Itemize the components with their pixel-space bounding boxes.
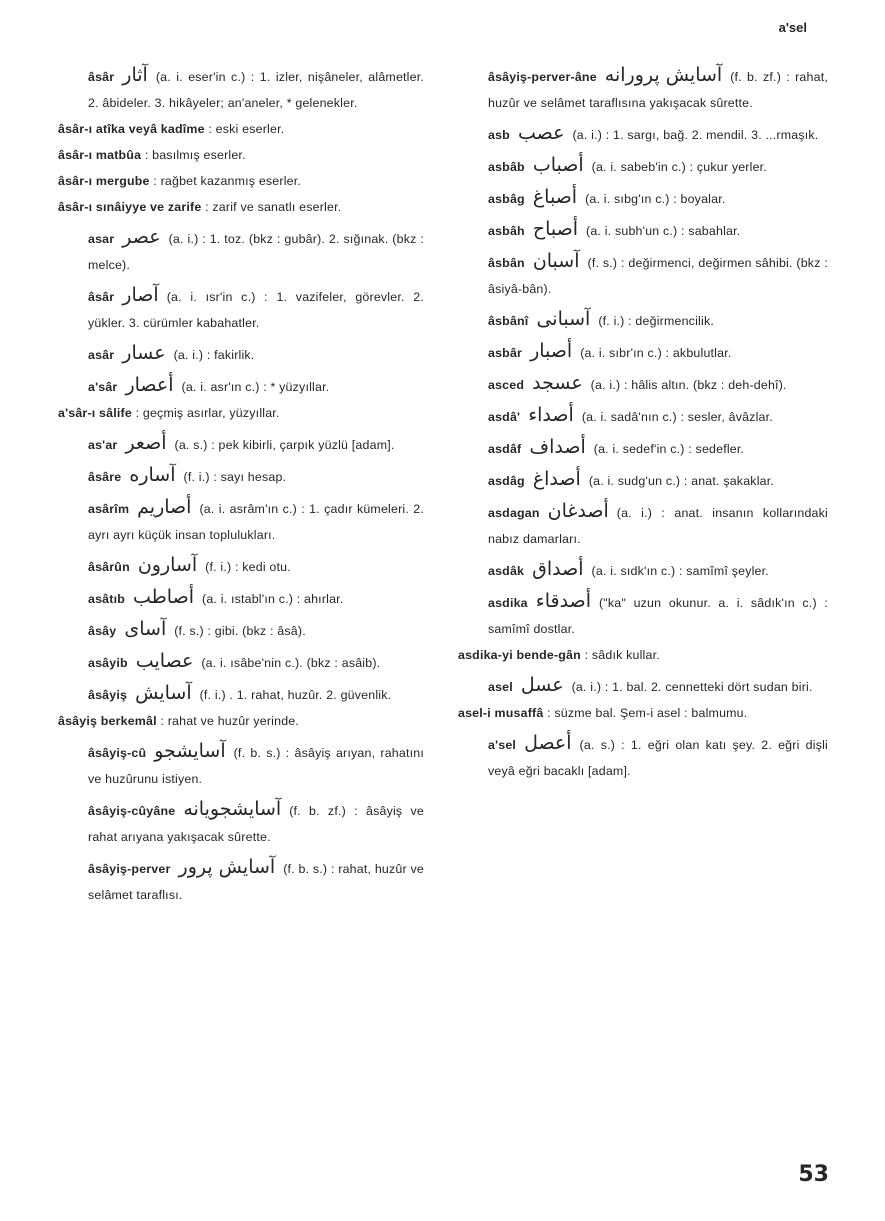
right-column xyxy=(452,64,828,784)
entry-definition: (a. i. ısr'in c.) : 1. vazifeler, görevler. 2. yükler. 3. cürümler kabahatler. xyxy=(88,290,424,330)
dictionary-entry xyxy=(52,116,424,142)
entry-headword: asdagan xyxy=(488,506,540,520)
entry-headword: a'sel xyxy=(488,738,517,752)
entry-arabic-script: أصدقاء xyxy=(535,590,591,612)
dictionary-entry xyxy=(452,372,828,398)
entry-arabic-script: آسايش پرورانه xyxy=(604,64,723,86)
entry-headword: as'ar xyxy=(88,438,118,452)
dictionary-entry xyxy=(452,154,828,180)
entry-headword: âsâyiş berkemâl xyxy=(58,714,157,728)
entry-headword: âsârûn xyxy=(88,560,130,574)
dictionary-entry xyxy=(452,64,828,116)
entry-headword: asdâf xyxy=(488,442,522,456)
dictionary-entry xyxy=(452,186,828,212)
entry-definition: (a. i. sıdk'ın c.) : samîmî şeyler. xyxy=(591,564,769,578)
entry-arabic-script: أصعر xyxy=(125,432,167,454)
entry-headword: âsâyiş-perver-âne xyxy=(488,70,597,84)
dictionary-entry xyxy=(52,194,424,220)
dictionary-entry xyxy=(52,496,424,548)
dictionary-entry xyxy=(52,856,424,908)
entry-arabic-script: آسايشجو xyxy=(154,740,226,762)
dictionary-entry xyxy=(452,674,828,700)
entry-definition: (a. i.) : hâlis altın. (bkz : deh-dehî). xyxy=(590,378,787,392)
entry-arabic-script: آسايش xyxy=(135,682,192,704)
dictionary-entry xyxy=(52,64,424,116)
entry-definition: (a. i.) : 1. toz. (bkz : gubâr). 2. sığınak. (bkz : melce). xyxy=(88,232,424,272)
entry-arabic-script: عصب xyxy=(517,122,565,144)
dictionary-entry xyxy=(452,340,828,366)
entry-arabic-script: عسل xyxy=(520,674,564,696)
dictionary-entry xyxy=(52,342,424,368)
entry-headword: asbâh xyxy=(488,224,525,238)
entry-headword: âsâyiş-perver xyxy=(88,862,171,876)
entry-headword: âsbân xyxy=(488,256,525,270)
entry-definition: : rağbet kazanmış eserler. xyxy=(153,174,302,188)
dictionary-entry xyxy=(52,586,424,612)
entry-headword: asdâ' xyxy=(488,410,521,424)
dictionary-entry xyxy=(452,468,828,494)
entry-definition: (a. i.) : fakirlik. xyxy=(173,348,255,362)
entry-definition: (a. i. sabeb'in c.) : çukur yerler. xyxy=(591,160,767,174)
entry-headword: âsâr-ı mergube xyxy=(58,174,150,188)
entry-headword: asâr xyxy=(88,348,115,362)
entry-headword: âsâyiş-cûyâne xyxy=(88,804,176,818)
dictionary-entry xyxy=(52,400,424,426)
entry-arabic-script: أصباح xyxy=(532,218,579,240)
entry-headword: asdâk xyxy=(488,564,525,578)
entry-definition: (a. i. sıbr'ın c.) : akbulutlar. xyxy=(580,346,732,360)
entry-definition: (a. i. subh'un c.) : sabahlar. xyxy=(586,224,741,238)
entry-arabic-script: آساى xyxy=(124,618,167,640)
entry-headword: asâyib xyxy=(88,656,128,670)
dictionary-entry xyxy=(52,464,424,490)
entry-arabic-script: أصداق xyxy=(532,558,584,580)
dictionary-entry xyxy=(452,558,828,584)
dictionary-entry xyxy=(452,308,828,334)
entry-definition: (a. i. sadâ'nın c.) : sesler, âvâzlar. xyxy=(581,410,773,424)
running-head: a'sel xyxy=(778,20,807,35)
dictionary-entry xyxy=(52,432,424,458)
entry-arabic-script: أصداغ xyxy=(532,468,581,490)
dictionary-entry xyxy=(52,682,424,708)
entry-arabic-script: أصبار xyxy=(530,340,573,362)
dictionary-entry xyxy=(52,740,424,792)
dictionary-entry xyxy=(52,374,424,400)
entry-headword: asbâg xyxy=(488,192,525,206)
dictionary-entry xyxy=(52,618,424,644)
entry-definition: (a. s.) : 1. eğri olan katı şey. 2. eğri dişli veyâ eğri bacaklı [adam]. xyxy=(488,738,828,778)
entry-definition: ("ka" uzun okunur. a. i. sâdık'ın c.) : samîmî dostlar. xyxy=(488,596,828,636)
entry-definition: (a. i. ısâbe'nin c.). (bkz : asâib). xyxy=(201,656,381,670)
entry-headword: asar xyxy=(88,232,115,246)
dictionary-entry xyxy=(52,168,424,194)
entry-definition: (a. i. eser'in c.) : 1. izler, nişâneler, alâmetler. 2. âbideler. 3. hikâyeler; an'aneler, * gelenekler. xyxy=(88,70,424,110)
entry-headword: a'sâr xyxy=(88,380,118,394)
entry-arabic-script: عسجد xyxy=(532,372,583,394)
entry-definition: (a. i.) : 1. sargı, bağ. 2. mendil. 3. ...rmaşık. xyxy=(572,128,819,142)
dictionary-entry xyxy=(52,142,424,168)
dictionary-entry xyxy=(452,642,828,668)
entry-headword: asel xyxy=(488,680,513,694)
entry-definition: (a. i. sedef'in c.) : sedefler. xyxy=(593,442,745,456)
entry-definition: (a. i. asr'ın c.) : * yüzyıllar. xyxy=(181,380,330,394)
entry-headword: âsâr-ı atîka veyâ kadîme xyxy=(58,122,205,136)
entry-headword: âsâyiş xyxy=(88,688,128,702)
dictionary-entry xyxy=(52,798,424,850)
entry-arabic-script: عصايب xyxy=(135,650,194,672)
dictionary-entry xyxy=(452,122,828,148)
entry-definition: (f. i.) . 1. rahat, huzûr. 2. güvenlik. xyxy=(199,688,392,702)
entry-arabic-script: أصاطب xyxy=(133,586,194,608)
dictionary-entry xyxy=(452,250,828,302)
entry-arabic-script: عسار xyxy=(122,342,166,364)
entry-arabic-script: آساره xyxy=(129,464,176,486)
entry-headword: âsây xyxy=(88,624,117,638)
entry-definition: (f. i.) : kedi otu. xyxy=(205,560,291,574)
entry-headword: âsâyiş-cû xyxy=(88,746,147,760)
entry-definition: (f. i.) : değirmencilik. xyxy=(598,314,714,328)
entry-definition: (a. i. sıbg'ın c.) : boyalar. xyxy=(585,192,726,206)
entry-definition: : eski eserler. xyxy=(208,122,285,136)
dictionary-entry xyxy=(52,554,424,580)
entry-arabic-script: أعصل xyxy=(524,732,572,754)
entry-headword: asdika-yi bende-gân xyxy=(458,648,581,662)
dictionary-entry xyxy=(452,218,828,244)
dictionary-entry xyxy=(52,226,424,278)
entry-definition: : geçmiş asırlar, yüzyıllar. xyxy=(135,406,280,420)
entry-definition: (f. s.) : gibi. (bkz : âsâ). xyxy=(174,624,306,638)
entry-arabic-script: آصار xyxy=(122,284,159,306)
entry-definition: : sâdık kullar. xyxy=(584,648,660,662)
entry-definition: (a. s.) : pek kibirli, çarpık yüzlü [adam]. xyxy=(174,438,395,452)
dictionary-entry xyxy=(52,708,424,734)
entry-headword: âsâr xyxy=(88,290,115,304)
entry-headword: asâtıb xyxy=(88,592,126,606)
entry-definition: (f. b. zf.) : rahat, huzûr ve selâmet taraflısına yakışacak sûrette. xyxy=(488,70,828,110)
entry-headword: âsâr-ı sınâiyye ve zarife xyxy=(58,200,202,214)
entry-arabic-script: آسايش پرور xyxy=(178,856,276,878)
entry-headword: asârîm xyxy=(88,502,130,516)
entry-headword: asbâr xyxy=(488,346,523,360)
entry-headword: asdâg xyxy=(488,474,525,488)
entry-arabic-script: أعصار xyxy=(125,374,174,396)
entry-arabic-script: أصدغان xyxy=(547,500,609,522)
page-number: 53 xyxy=(798,1162,829,1187)
entry-definition: (f. b. s.) : âsâyiş arıyan, rahatını ve huzûrunu istiyen. xyxy=(88,746,424,786)
dictionary-entry xyxy=(452,590,828,642)
entry-definition: : zarif ve sanatlı eserler. xyxy=(205,200,342,214)
entry-arabic-script: أصداف xyxy=(529,436,586,458)
entry-definition: (f. b. zf.) : âsâyiş ve rahat arıyana yakışacak sûrette. xyxy=(88,804,424,844)
dictionary-entry xyxy=(452,436,828,462)
entry-arabic-script: آسبانى xyxy=(536,308,591,330)
left-column xyxy=(52,64,424,908)
entry-definition: (a. i.) : anat. insanın kollarındaki nabız damarları. xyxy=(488,506,828,546)
dictionary-entry xyxy=(452,732,828,784)
entry-definition: (a. i. ıstabl'ın c.) : ahırlar. xyxy=(202,592,344,606)
entry-headword: âsâr-ı matbûa xyxy=(58,148,142,162)
entry-arabic-script: عصر xyxy=(122,226,161,248)
entry-arabic-script: أصباب xyxy=(532,154,584,176)
entry-arabic-script: آسبان xyxy=(532,250,580,272)
entry-arabic-script: آسارون xyxy=(137,554,198,576)
entry-headword: asb xyxy=(488,128,510,142)
entry-arabic-script: أصباغ xyxy=(532,186,578,208)
entry-definition: : rahat ve huzûr yerinde. xyxy=(160,714,300,728)
entry-definition: (f. b. s.) : rahat, huzûr ve selâmet taraflısı. xyxy=(88,862,424,902)
entry-headword: âsâr xyxy=(88,70,115,84)
entry-headword: a'sâr-ı sâlife xyxy=(58,406,132,420)
entry-headword: âsbânî xyxy=(488,314,529,328)
entry-arabic-script: أصداء xyxy=(528,404,574,426)
dictionary-entry xyxy=(452,404,828,430)
entry-definition: : basılmış eserler. xyxy=(144,148,246,162)
entry-headword: âsâre xyxy=(88,470,122,484)
entry-headword: asdika xyxy=(488,596,528,610)
dictionary-entry xyxy=(52,284,424,336)
entry-headword: asced xyxy=(488,378,525,392)
entry-arabic-script: أصاريم xyxy=(137,496,192,518)
entry-definition: (a. i. asrâm'ın c.) : 1. çadır kümeleri. 2. ayrı ayrı küçük insan toplulukları. xyxy=(88,502,424,542)
entry-arabic-script: آسايشجويانه xyxy=(183,798,282,820)
dictionary-entry xyxy=(452,700,828,726)
entry-definition: : süzme bal. Şem-i asel : balmumu. xyxy=(547,706,748,720)
dictionary-entry xyxy=(52,650,424,676)
entry-definition: (f. i.) : sayı hesap. xyxy=(183,470,287,484)
dictionary-entry xyxy=(452,500,828,552)
entry-definition: (a. i. sudg'un c.) : anat. şakaklar. xyxy=(588,474,775,488)
entry-arabic-script: آثار xyxy=(122,64,148,86)
entry-headword: asel-i musaffâ xyxy=(458,706,544,720)
entry-headword: asbâb xyxy=(488,160,525,174)
entry-definition: (f. s.) : değirmenci, değirmen sâhibi. (bkz : âsiyâ-bân). xyxy=(488,256,828,296)
entry-definition: (a. i.) : 1. bal. 2. cennetteki dört sudan biri. xyxy=(571,680,813,694)
